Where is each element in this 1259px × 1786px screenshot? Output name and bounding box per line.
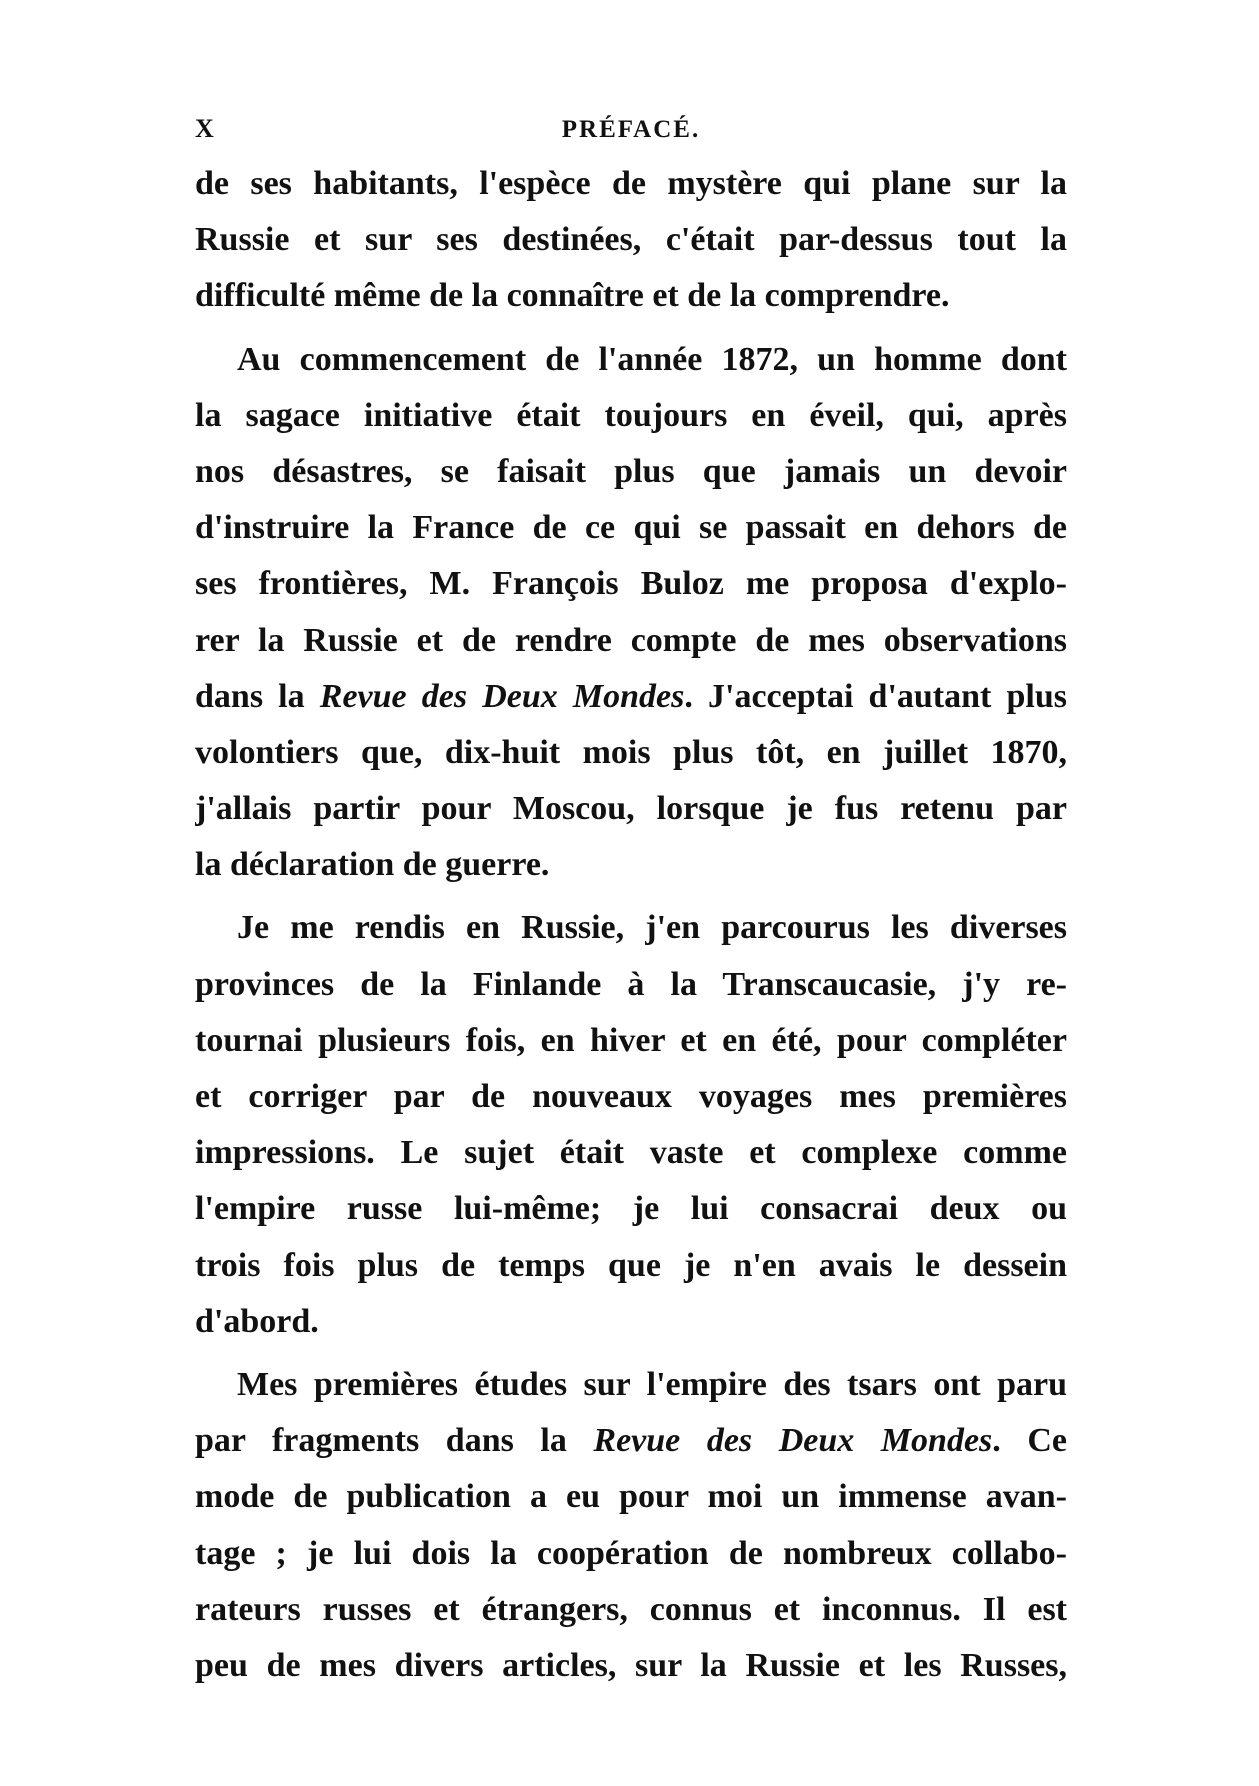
body-text [195, 156, 1067, 1694]
text-line: et corriger par de nouveaux voyages mes premières [195, 1078, 1067, 1115]
text-line: nos désastres, se faisait plus que jamais un devoir [195, 452, 1067, 490]
text-line: rer la Russie et de rendre compte de mes observations [195, 621, 1067, 659]
text-line: la déclaration de guerre. [195, 846, 550, 884]
journal-title: Revue des Deux Mondes [319, 677, 685, 715]
journal-title: Revue des Deux Mondes [593, 1422, 993, 1460]
text-line: rateurs russes et étrangers, connus et inconnus. Il est [195, 1590, 1067, 1628]
text-line: tage ; je lui dois la coopération de nombreux collabo- [195, 1534, 1067, 1572]
text-line: Mes premières études sur l'empire des tsars ont paru [237, 1365, 1067, 1403]
text-line: tournai plusieurs fois, en hiver et en été, pour compléter [195, 1021, 1067, 1059]
text-line: trois fois plus de temps que je n'en avais le dessein [195, 1246, 1067, 1284]
text-line: peu de mes divers articles, sur la Russie et les Russes, [195, 1646, 1067, 1684]
text-line: d'instruire la France de ce qui se passait en dehors de [195, 509, 1067, 547]
text-line: difficulté même de la connaître et de la comprendre. [195, 277, 950, 315]
text-line: Je me rendis en Russie, j'en parcourus les diverses [237, 909, 1067, 947]
text-line: l'empire russe lui-même; je lui consacrai deux ou [195, 1190, 1067, 1228]
text-run: . Ce [992, 1422, 1067, 1460]
text-line [195, 1413, 1067, 1469]
page-number: X [195, 114, 215, 143]
text-line: de ses habitants, l'espèce de mystère qui plane sur la [195, 165, 1067, 202]
text-line: j'allais partir pour Moscou, lorsque je fus retenu par [195, 790, 1067, 828]
text-line: mode de publication a eu pour moi un immense avan- [195, 1478, 1067, 1516]
text-line: volontiers que, dix-huit mois plus tôt, en juillet 1870, [195, 733, 1067, 771]
text-line: Russie et sur ses destinées, c'était par-dessus tout la [195, 221, 1067, 259]
text-line [195, 669, 1067, 725]
text-run: dans la [195, 677, 320, 715]
text-line: d'abord. [195, 1302, 319, 1340]
page-header [195, 114, 1067, 154]
text-line: impressions. Le sujet était vaste et complexe comme [195, 1134, 1067, 1172]
text-run: . J'acceptai d'autant plus [684, 677, 1067, 715]
text-line: provinces de la Finlande à la Transcaucasie, j'y re- [195, 965, 1067, 1003]
text-line: ses frontières, M. François Buloz me proposa d'explo- [195, 565, 1067, 603]
running-title: PRÉFACÉ. [561, 116, 701, 143]
text-line: Au commencement de l'année 1872, un homme dont [237, 340, 1067, 378]
text-line: la sagace initiative était toujours en éveil, qui, après [195, 396, 1067, 434]
text-run: par fragments dans la [195, 1422, 594, 1460]
